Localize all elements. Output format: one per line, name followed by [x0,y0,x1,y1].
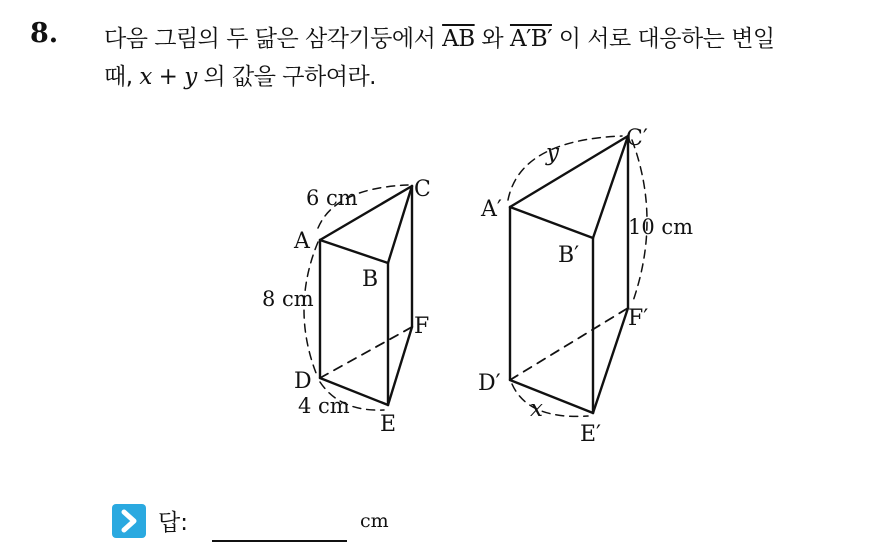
label-small-e: E [380,412,397,437]
label-large-c: C′ [626,126,648,151]
label-large-a: A′ [481,197,502,222]
arc-a-prime-c-prime [508,136,622,200]
label-small-f: F [414,314,430,339]
question-number: 8. [30,18,59,49]
dim-ac-small: 6 cm [306,186,358,210]
prism-small [304,185,412,410]
edge-e-prime-f-prime [593,308,628,413]
segment-ab: $\overline{AB}$ [442,26,475,52]
dim-ad-small: 8 cm [262,287,314,311]
dim-cf-large: 10 cm [628,215,694,239]
label-small-a: A [294,229,310,254]
question-line2-suffix: 의 값을 구하여라. [196,64,376,90]
chevron-right-icon [112,504,146,538]
edge-a-prime-c-prime [510,136,628,207]
label-large-d: D′ [478,371,501,396]
label-large-b: B′ [558,243,580,268]
answer-unit: cm [360,510,389,532]
question-line1-middle: 와 [474,26,510,52]
label-large-e: E′ [580,422,602,447]
edge-d-prime-e-prime [510,380,593,413]
edge-d-prime-f-prime-hidden [510,308,628,380]
var-x: x [530,396,543,422]
dim-de-small: 4 cm [298,394,350,418]
edge-ab [320,240,388,263]
edge-a-prime-b-prime [510,207,593,238]
arc-d-prime-e-prime [512,384,588,416]
segment-a-prime-b-prime: A′B′ [509,26,552,52]
var-y: y [546,140,559,166]
label-large-f: F′ [628,306,649,331]
label-small-c: C [414,177,431,202]
answer-blank[interactable] [212,540,347,542]
label-small-d: D [294,369,312,394]
question-line2-prefix: 때, [104,64,140,90]
edge-b-prime-c-prime [593,136,628,238]
question-line1-suffix: 이 서로 대응하는 변일 [551,26,775,52]
answer-label: 답: [158,510,188,536]
expression-x-plus-y: x + y [139,64,197,90]
prism-large [508,136,647,416]
label-small-b: B [362,267,379,292]
question-line1-prefix: 다음 그림의 두 닮은 삼각기둥에서 [104,26,443,52]
